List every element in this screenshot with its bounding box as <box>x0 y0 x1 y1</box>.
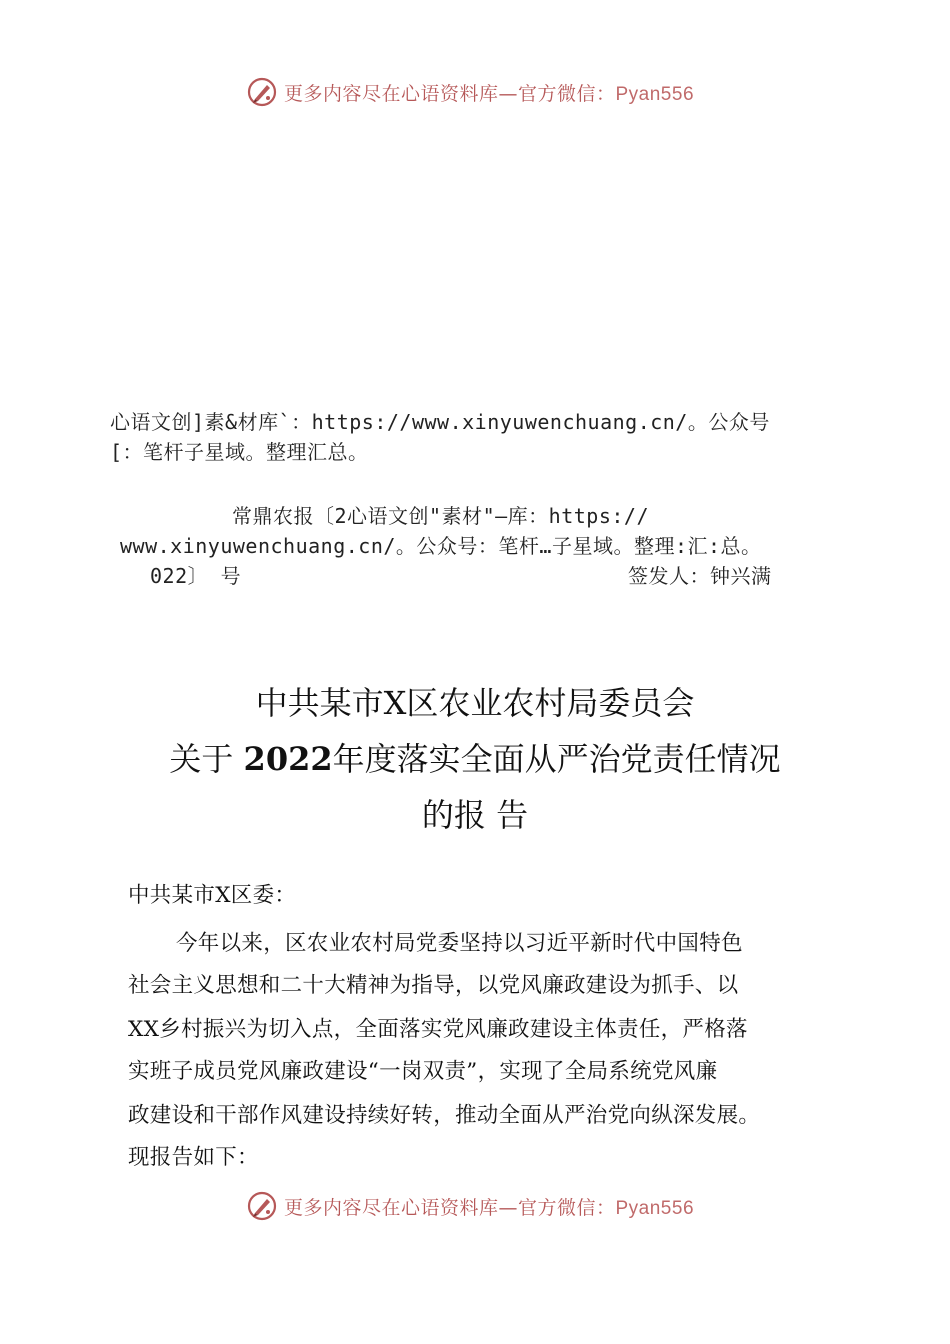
title-year: 2022 <box>243 740 333 778</box>
body-line: 今年以来，区农业农村局党委坚持以习近平新时代中国特色 <box>176 931 743 956</box>
doc-number-line-3: 022〕 号 <box>150 564 242 588</box>
issuer-signature: 签发人：钟兴满 <box>628 564 772 588</box>
pen-seal-logo-icon <box>246 76 278 108</box>
body-line: 实班子成员党风廉政建设“一岗双责”，实现了全局系统党风廉 <box>128 1059 718 1084</box>
doc-number-line-2: www.xinyuwenchuang.cn/。公众号：笔杆…子星域。整理:汇:总。 <box>120 534 762 558</box>
banner-main-text: 更多内容尽在心语资料库 <box>283 82 499 105</box>
banner-text <box>284 79 694 106</box>
body-line: XX乡村振兴为切入点，全面落实党风廉政建设主体责任，严格落 <box>128 1017 748 1042</box>
body-line: 政建设和干部作风建设持续好转，推动全面从严治党向纵深发展。 <box>128 1103 761 1128</box>
watermark-line-2: [：笔杆子星域。整理汇总。 <box>110 440 369 464</box>
banner-separator: — <box>498 82 518 105</box>
pen-seal-logo-icon <box>246 1190 278 1222</box>
banner-text <box>284 1193 694 1220</box>
banner-suffix-text: 官方微信： <box>517 1196 616 1219</box>
title-line-2 <box>0 734 950 780</box>
title-line-3: 的报 告 <box>421 796 529 834</box>
title-line-2-suffix: 年度落实全面从严治党责任情况 <box>332 740 781 778</box>
banner-separator: — <box>498 1196 518 1219</box>
body-line: 现报告如下： <box>128 1145 259 1170</box>
doc-number-line-1: 常鼎农报〔2心语文创"素材"—库：https:// <box>232 504 649 528</box>
banner-wechat-id: Pyan556 <box>615 83 695 105</box>
banner-main-text: 更多内容尽在心语资料库 <box>283 1196 499 1219</box>
top-banner <box>0 72 950 112</box>
banner-suffix-text: 官方微信： <box>517 82 616 105</box>
salutation: 中共某市X区委： <box>128 883 297 908</box>
body-line: 社会主义思想和二十大精神为指导，以党风廉政建设为抓手、以 <box>128 973 739 998</box>
bottom-banner <box>0 1186 950 1226</box>
title-line-1: 中共某市X区农业农村局委员会 <box>255 684 695 722</box>
title-line-2-prefix: 关于 <box>169 740 244 778</box>
banner-wechat-id: Pyan556 <box>615 1197 695 1219</box>
watermark-line-1: 心语文创]素&材库`：https://www.xinyuwenchuang.cn/。公众号 <box>110 410 770 434</box>
